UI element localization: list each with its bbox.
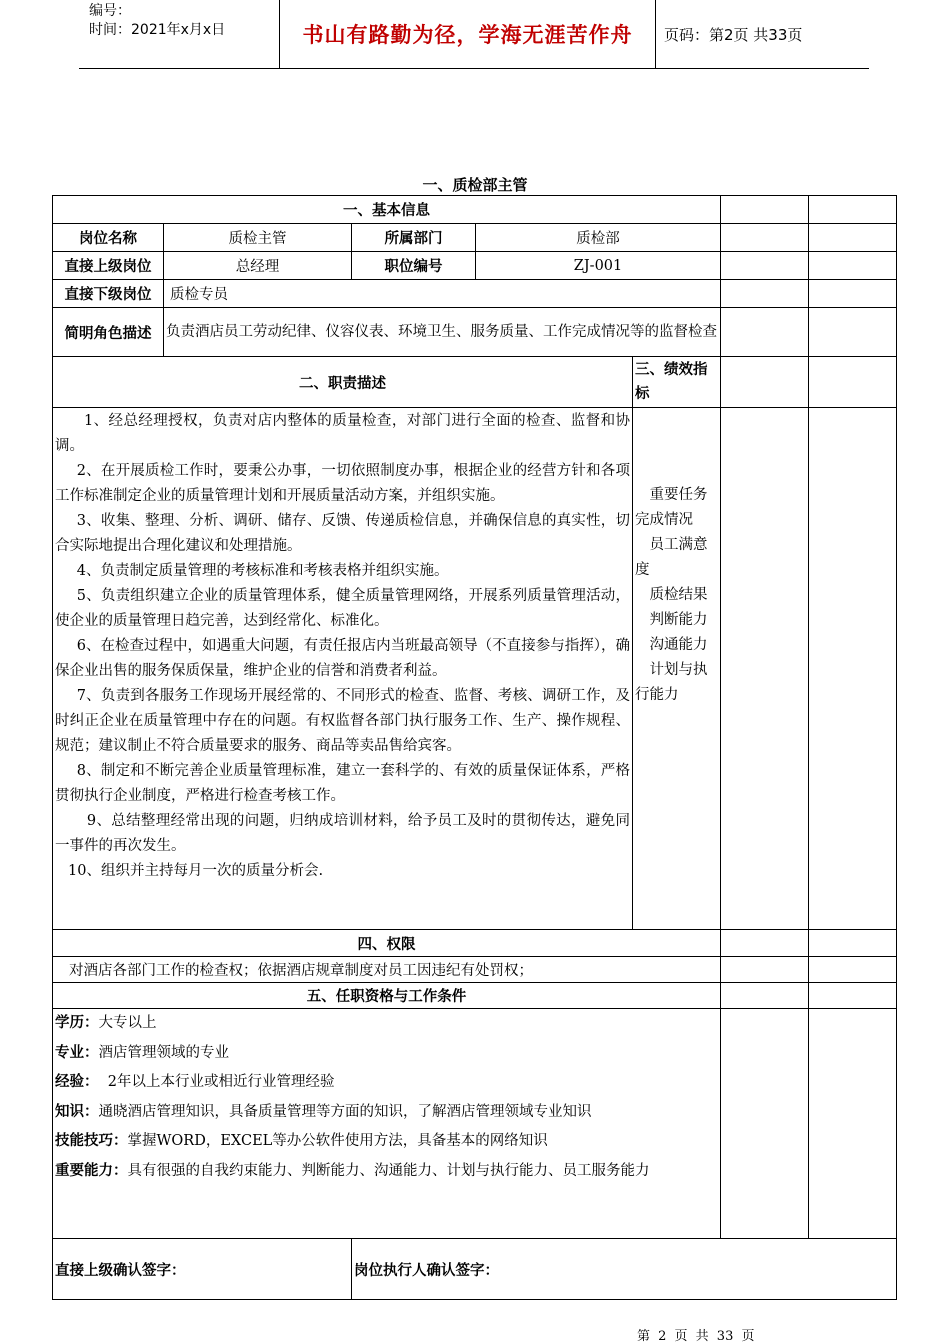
kpi-item: 重要任务完成情况 xyxy=(635,487,708,528)
role-row xyxy=(53,308,897,357)
authority-text: 对酒店各部门工作的检查权；依据酒店规章制度对员工因违纪有处罚权； xyxy=(53,957,721,983)
subordinate-label: 直接下级岗位 xyxy=(53,280,164,308)
qualifications-title: 五、任职资格与工作条件 xyxy=(53,983,721,1009)
time-label: 时间：2021年x月x日 xyxy=(89,22,226,38)
kpi-item: 员工满意度 xyxy=(635,537,708,578)
basic-info-title: 一、基本信息 xyxy=(53,196,721,224)
duty-item: 9、总结整理经常出现的问题，归纳成培训材料，给予员工及时的贯彻传达，避免同一事件的再次发生。 xyxy=(55,813,630,854)
dept-value: 质检部 xyxy=(476,224,721,252)
job-description-table xyxy=(52,195,897,1300)
post-code-label: 职位编号 xyxy=(352,252,476,280)
page-footer: 第 2 页 共 33 页 xyxy=(637,1329,755,1344)
duties-list xyxy=(53,408,633,930)
qual-major: 专业：酒店管理领域的专业 xyxy=(55,1044,229,1061)
duty-item: 4、负责制定质量管理的考核标准和考核表格并组织实施。 xyxy=(76,563,449,579)
document-title: 一、质检部主管 xyxy=(422,176,528,194)
duty-item: 2、在开展质检工作时，要秉公办事，一切依照制度办事，根据企业的经营方针和各项工作标准制定企业的质量管理计划和开展质量活动方案，并组织实施。 xyxy=(55,463,630,504)
signature-row xyxy=(53,1239,897,1300)
duties-header-row xyxy=(53,357,897,408)
qual-education: 学历：大专以上 xyxy=(55,1015,157,1031)
dept-label: 所属部门 xyxy=(352,224,476,252)
kpi-item: 判断能力 xyxy=(649,612,708,628)
holder-signature-label: 岗位执行人确认签字： xyxy=(352,1239,897,1300)
subordinate-value: 质检专员 xyxy=(164,280,721,308)
post-code-value: ZJ-001 xyxy=(476,252,721,280)
authority-header-row xyxy=(53,930,897,957)
page-header xyxy=(79,0,869,69)
qual-skills: 技能技巧：掌握WORD，EXCEL等办公软件使用方法，具备基本的网络知识 xyxy=(55,1133,548,1149)
kpi-title: 三、绩效指标 xyxy=(633,357,721,408)
superior-label: 直接上级岗位 xyxy=(53,252,164,280)
duty-item: 3、收集、整理、分析、调研、储存、反馈、传递质检信息，并确保信息的真实性，切合实际地提出合理化建议和处理措施。 xyxy=(55,513,630,554)
qualifications-header-row xyxy=(53,983,897,1009)
role-label: 简明角色描述 xyxy=(53,308,164,357)
authority-row xyxy=(53,957,897,983)
duties-row xyxy=(53,408,897,930)
post-name-row xyxy=(53,224,897,252)
duty-item: 10、组织并主持每月一次的质量分析会. xyxy=(68,863,324,879)
header-page-code: 页码：第2页 共33页 xyxy=(664,25,803,44)
superior-row xyxy=(53,252,897,280)
kpi-item: 沟通能力 xyxy=(649,637,708,653)
post-name-value: 质检主管 xyxy=(164,224,352,252)
duty-item: 1、经总经理授权，负责对店内整体的质量检查，对部门进行全面的检查、监督和协调。 xyxy=(55,413,630,454)
duty-item: 5、负责组织建立企业的质量管理体系，健全质量管理网络，开展系列质量管理活动，使企业的质量管理日趋完善，达到经常化、标准化。 xyxy=(55,588,630,629)
kpi-item: 计划与执行能力 xyxy=(635,662,708,703)
role-value: 负责酒店员工劳动纪律、仪容仪表、环境卫生、服务质量、工作完成情况等的监督检查 xyxy=(164,308,721,357)
duty-item: 7、负责到各服务工作现场开展经常的、不同形式的检查、监督、考核、调研工作，及时纠正企业在质量管理中存在的问题。有权监督各部门执行服务工作、生产、操作规程、规范；建议制止不符合质量要求的服务、商品等卖品售给宾客。 xyxy=(55,688,630,754)
qual-knowledge: 知识：通晓酒店管理知识，具备质量管理等方面的知识，了解酒店管理领域专业知识 xyxy=(55,1103,592,1120)
subordinate-row xyxy=(53,280,897,308)
qualifications-list xyxy=(53,1009,721,1239)
kpi-list xyxy=(633,408,721,930)
duties-title: 二、职责描述 xyxy=(53,357,633,408)
duty-item: 6、在检查过程中，如遇重大问题，有责任报店内当班最高领导（不直接参与指挥），确保企业出售的服务保质保量，维护企业的信誉和消费者利益。 xyxy=(55,638,630,679)
qual-experience: 经验： 2年以上本行业或相近行业管理经验 xyxy=(55,1074,335,1090)
authority-title: 四、权限 xyxy=(53,930,721,957)
qualifications-row xyxy=(53,1009,897,1239)
superior-signature-label: 直接上级确认签字： xyxy=(53,1239,352,1300)
duty-item: 8、制定和不断完善企业质量管理标准，建立一套科学的、有效的质量保证体系，严格贯彻执行企业制度，严格进行检查考核工作。 xyxy=(55,763,630,804)
post-name-label: 岗位名称 xyxy=(53,224,164,252)
header-meta xyxy=(79,0,279,68)
qual-abilities: 重要能力：具有很强的自我约束能力、判断能力、沟通能力、计划与执行能力、员工服务能力 xyxy=(55,1162,650,1179)
kpi-item: 质检结果 xyxy=(649,587,708,603)
basic-info-header-row xyxy=(53,196,897,224)
number-label: 编号： xyxy=(89,3,131,19)
header-motto: 书山有路勤为径，学海无涯苦作舟 xyxy=(279,0,656,68)
superior-value: 总经理 xyxy=(164,252,352,280)
